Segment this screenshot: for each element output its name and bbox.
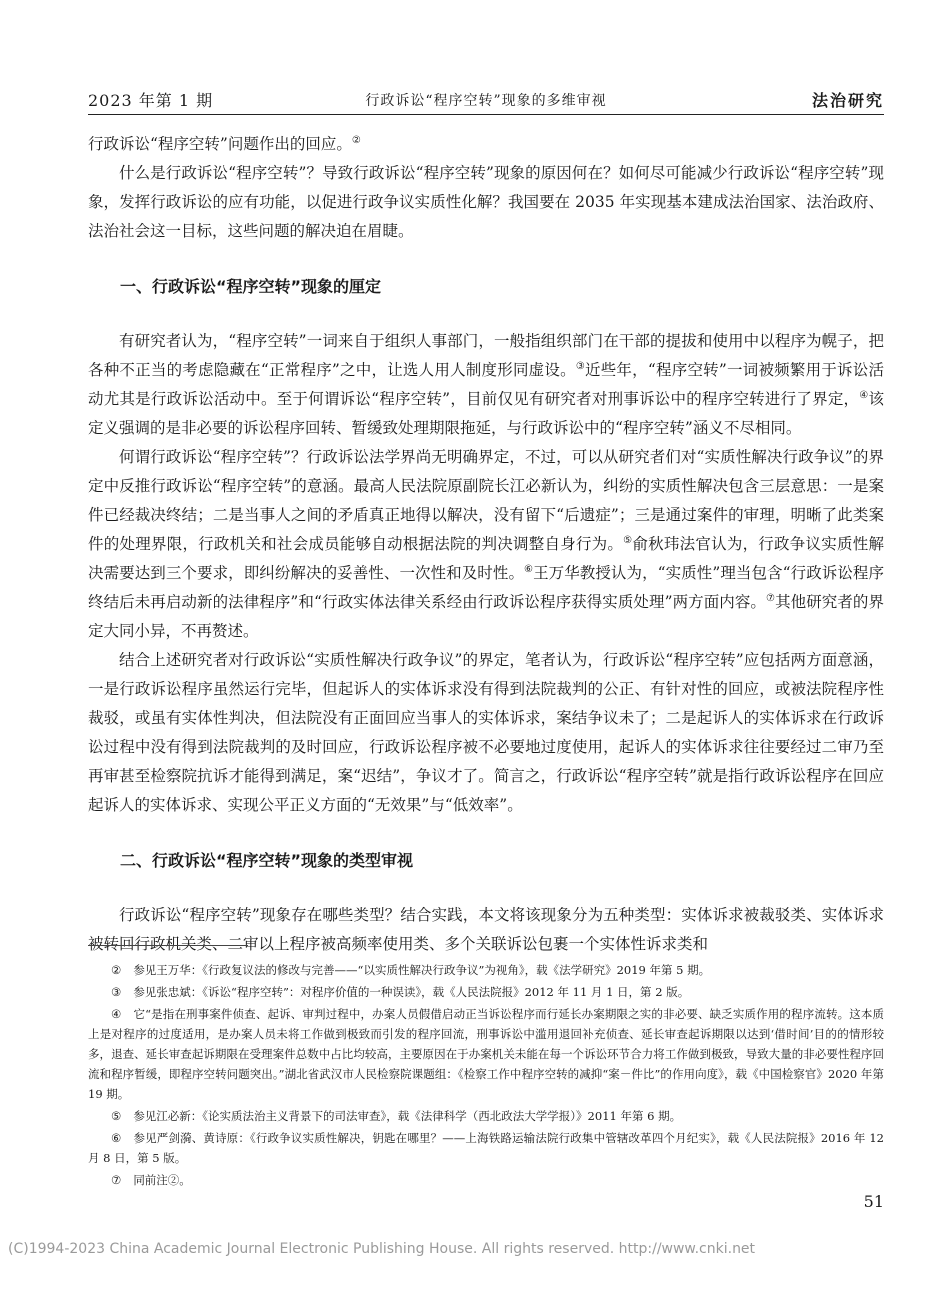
section-heading-1: 一、行政诉讼“程序空转”现象的厘定 [120,277,382,296]
article-body [88,130,884,959]
footnote: ⑤ 参见江必新：《论实质法治主义背景下的司法审查》，载《法律科学（西北政法大学学报）》2011 年第 6 期。 [111,1109,682,1123]
paragraph: 有研究者认为，“程序空转”一词来自于组织人事部门，一般指组织部门在干部的提拔和使用中以程序为幌子，把各种不正当的考虑隐藏在“正常程序”之中，让选人用人制度形同虚设。③近些年，“程序空转”一词被频繁用于诉讼活动尤其是行政诉讼活动中。至于何谓诉讼“程序空转”，目前仅见有研究者对刑事诉讼中的程序空转进行了界定，④该定义强调的是非必要的诉讼程序回转、暂缓致处理期限拖延，与行政诉讼中的“程序空转”涵义不尽相同。 [88,332,884,437]
footnote: ⑥ 参见严剑漪、黄诗原：《行政争议实质性解决，钥匙在哪里？——上海铁路运输法院行政集中管辖改革四个月纪实》，载《人民法院报》2016 年 12 月 8 日，第 5 版。 [88,1131,884,1165]
footnote-ref[interactable]: ⑦ [766,592,776,604]
footnote-ref[interactable]: ⑤ [623,534,633,546]
page-number: 51 [863,1192,884,1211]
footnote-rule [88,945,248,946]
footnote: ② 参见王万华：《行政复议法的修改与完善——“以实质性解决行政争议”为视角》，载《法学研究》2019 年第 5 期。 [111,963,711,977]
footnote: ③ 参见张忠斌：《诉讼“程序空转”：对程序价值的一种误读》，载《人民法院报》2012 年 11 月 1 日，第 2 版。 [111,985,690,999]
footnote-ref[interactable]: ⑥ [524,563,534,575]
footnote-ref[interactable]: ② [351,134,361,146]
footnote: ④ 它“是指在刑事案件侦查、起诉、审判过程中，办案人员假借启动正当诉讼程序而行延长办案期限之实的非必要、缺乏实质作用的程序流转。这本质上是对程序的过度适用，是办案人员未将工作做到极致而引发的程序回流，刑事诉讼中滥用退回补充侦查、延长审查起诉期限以达到‘借时间’目的的情形较多，退查、延长审查起诉期限在受理案件总数中占比均较高，主要原因在于办案机关未能在每一个诉讼环节合力将工作做到极致，导致大量的非必要性程序回流和程序暂缓，即程序空转问题突出。”湖北省武汉市人民检察院课题组：《检察工作中程序空转的减抑“案－件比”的作用向度》，载《中国检察官》2020 年第 19 期。 [88,1007,885,1101]
paragraph: 结合上述研究者对行政诉讼“实质性解决行政争议”的界定，笔者认为，行政诉讼“程序空转”应包括两方面意涵，一是行政诉讼程序虽然运行完毕，但起诉人的实体诉求没有得到法院裁判的公正、有针对性的回应，或被法院程序性裁驳，或虽有实体性判决，但法院没有正面回应当事人的实体诉求，案结争议未了；二是起诉人的实体诉求在行政诉讼过程中没有得到法院裁判的及时回应，行政诉讼程序被不必要地过度使用，起诉人的实体诉求往往要经过二审乃至再审甚至检察院抗诉才能得到满足，案“迟结”，争议才了。简言之，行政诉讼“程序空转”就是指行政诉讼程序在回应起诉人的实体诉求、实现公平正义方面的“无效果”与“低效率”。 [88,651,884,814]
footnote: ⑦ 同前注②。 [111,1173,191,1187]
section-heading-2: 二、行政诉讼“程序空转”现象的类型审视 [120,851,414,870]
footnotes [88,958,884,1192]
paragraph: 行政诉讼“程序空转”问题作出的回应。② [88,134,361,153]
header-rule [88,114,884,115]
issue-label: 2023 年第 1 期 [88,91,214,110]
footnote-ref[interactable]: ③ [575,360,585,372]
journal-name: 法治研究 [811,91,884,110]
running-header [88,86,884,116]
paragraph: 行政诉讼“程序空转”现象存在哪些类型？结合实践，本文将该现象分为五种类型：实体诉求被裁驳类、实体诉求被转回行政机关类、二审以上程序被高频率使用类、多个关联诉讼包裹一个实体性诉求类和 [88,906,884,953]
copyright-notice: (C)1994-2023 China Academic Journal Electronic Publishing House. All rights reserved. http://www.cnki.net [8,1241,756,1257]
footnote-ref[interactable]: ④ [859,389,869,401]
running-title: 行政诉讼“程序空转”现象的多维审视 [365,93,607,109]
paragraph: 什么是行政诉讼“程序空转”？导致行政诉讼“程序空转”现象的原因何在？如何尽可能减少行政诉讼“程序空转”现象，发挥行政诉讼的应有功能，以促进行政争议实质性化解？我国要在 2035 年实现基本建成法治国家、法治政府、法治社会这一目标，这些问题的解决迫在眉睫。 [88,164,884,240]
paragraph: 何谓行政诉讼“程序空转”？行政诉讼法学界尚无明确界定，不过，可以从研究者们对“实质性解决行政争议”的界定中反推行政诉讼“程序空转”的意涵。最高人民法院原副院长江必新认为，纠纷的实质性解决包含三层意思：一是案件已经裁决终结；二是当事人之间的矛盾真正地得以解决，没有留下“后遗症”；三是通过案件的审理，明晰了此类案件的处理界限，行政机关和社会成员能够自动根据法院的判决调整自身行为。⑤俞秋玮法官认为，行政争议实质性解决需要达到三个要求，即纠纷解决的妥善性、一次性和及时性。⑥王万华教授认为，“实质性”理当包含“行政诉讼程序终结后未再启动新的法律程序”和“行政实体法律关系经由行政诉讼程序获得实质处理”两方面内容。⑦其他研究者的界定大同小异，不再赘述。 [88,448,884,640]
